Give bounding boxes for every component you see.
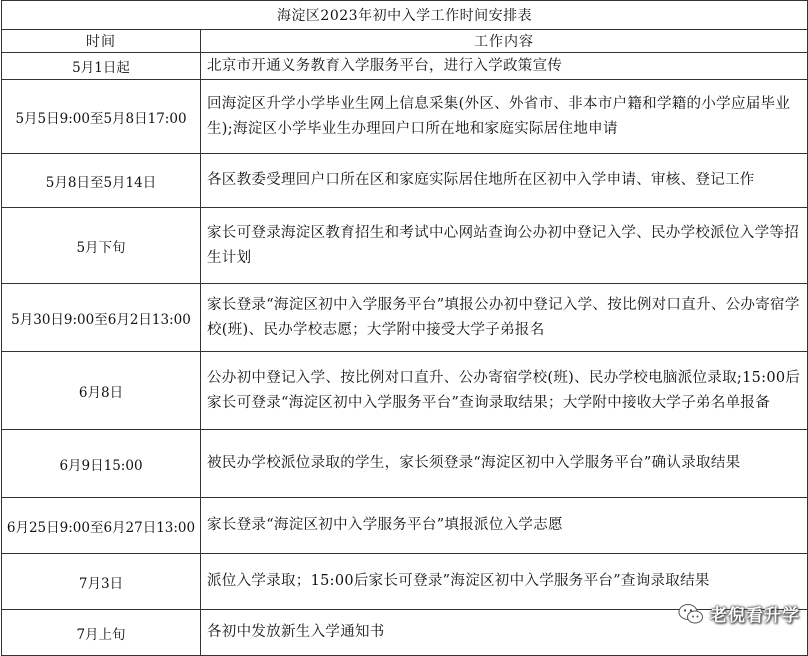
table-title-row	[2, 1, 808, 30]
table-row	[2, 208, 808, 284]
row-time: 7月上旬	[2, 610, 201, 656]
header-content: 工作内容	[201, 30, 808, 53]
row-content: 派位入学录取；15:00后家长可登录”海淀区初中入学服务平台”查询录取结果	[201, 554, 808, 610]
row-time: 5月30日9:00至6月2日13:00	[2, 284, 201, 352]
table-title: 海淀区2023年初中入学工作时间安排表	[2, 1, 808, 30]
row-content: 各区教委受理回户口所在区和家庭实际居住地所在区初中入学申请、审核、登记工作	[201, 154, 808, 208]
row-content: 回海淀区升学小学毕业生网上信息采集(外区、外省市、非本市户籍和学籍的小学应届毕业生);海淀区小学毕业生办理回户口所在地和家庭实际居住地申请	[201, 80, 808, 154]
table-row	[2, 284, 808, 352]
row-content: 家长可登录海淀区教育招生和考试中心网站查询公办初中登记入学、民办学校派位入学等招生计划	[201, 208, 808, 284]
table-header-row	[2, 30, 808, 53]
row-time: 6月8日	[2, 352, 201, 430]
row-content: 北京市开通义务教育入学服务平台，进行入学政策宣传	[201, 53, 808, 80]
row-time: 5月5日9:00至5月8日17:00	[2, 80, 201, 154]
schedule-table	[1, 0, 808, 656]
table-row	[2, 154, 808, 208]
watermark	[678, 601, 800, 626]
row-time: 5月8日至5月14日	[2, 154, 201, 208]
row-time: 6月25日9:00至6月27日13:00	[2, 498, 201, 554]
table-row	[2, 80, 808, 154]
row-content: 被民办学校派位录取的学生，家长须登录“海淀区初中入学服务平台”确认录取结果	[201, 430, 808, 498]
row-content: 家长登录“海淀区初中入学服务平台”填报公办初中登记入学、按比例对口直升、公办寄宿学校(班)、民办学校志愿；大学附中接受大学子弟报名	[201, 284, 808, 352]
row-time: 6月9日15:00	[2, 430, 201, 498]
row-time: 5月1日起	[2, 53, 201, 80]
table-row	[2, 53, 808, 80]
table-row	[2, 498, 808, 554]
watermark-text: 老倪看升学	[710, 606, 800, 626]
wechat-icon	[678, 603, 704, 625]
header-time: 时间	[2, 30, 201, 53]
row-content: 家长登录“海淀区初中入学服务平台”填报派位入学志愿	[201, 498, 808, 554]
row-time: 5月下旬	[2, 208, 201, 284]
row-content: 各初中发放新生入学通知书	[201, 610, 808, 656]
table-row	[2, 430, 808, 498]
row-content: 公办初中登记入学、按比例对口直升、公办寄宿学校(班)、民办学校电脑派位录取;15:00后家长可登录“海淀区初中入学服务平台”查询录取结果；大学附中接收大学子弟名单报备	[201, 352, 808, 430]
row-time: 7月3日	[2, 554, 201, 610]
table-row	[2, 352, 808, 430]
